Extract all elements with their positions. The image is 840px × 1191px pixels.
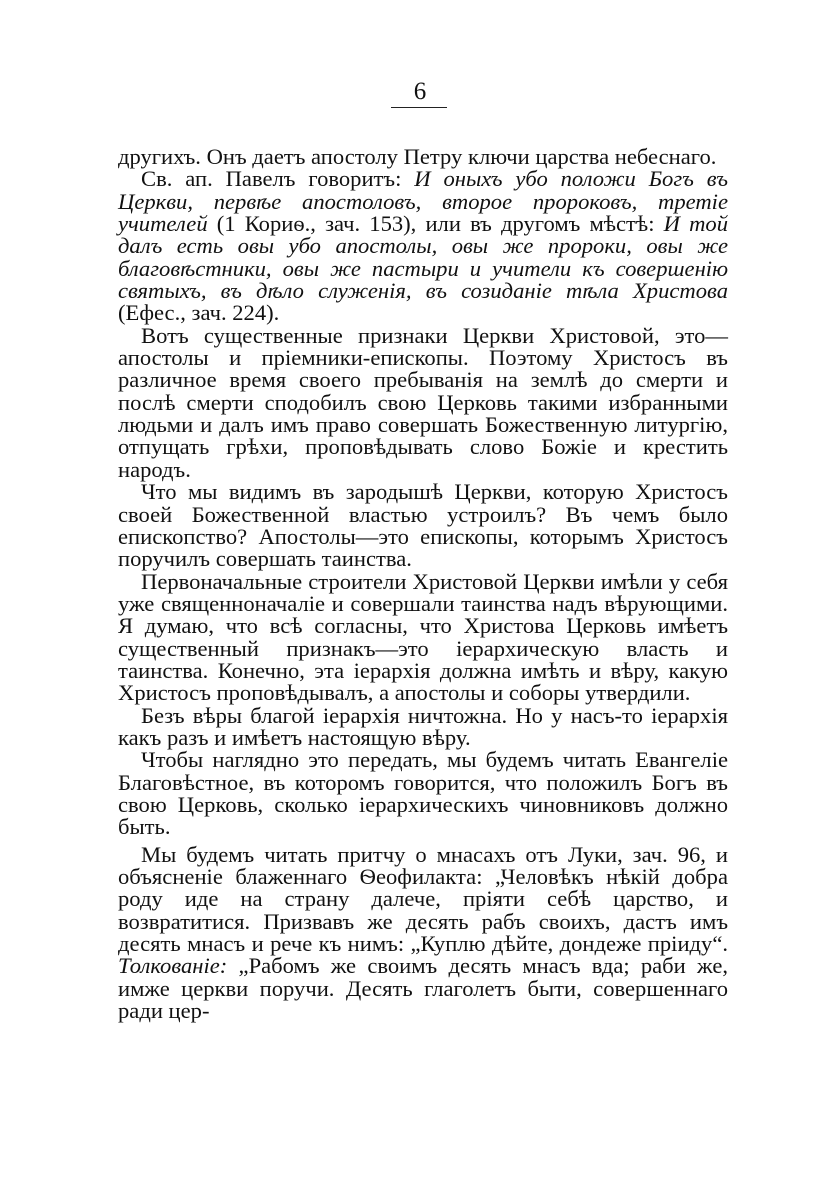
- paragraph-7: Чтобы наглядно это передать, мы будемъ читать Евангеліе Благовѣстное, въ которомъ говорится, что положилъ Богъ въ свою Церковь, сколько іерархическихъ чиновниковъ должно быть.: [118, 747, 728, 840]
- paragraph-6: Безъ вѣры благой іерархія ничтожна. Но у насъ-то іерархія какъ разъ и имѣетъ настоящую вѣру.: [118, 702, 728, 750]
- paragraph-5: Первоначальные строители Христовой Церкви имѣли у себя уже священноначаліе и совершали таинства надъ вѣрующими. Я думаю, что всѣ согласны, что Христова Церковь имѣетъ существенный признакъ—это іерархическую власть и таинства. Конечно, эта іерархія должна имѣть и вѣру, какую Христосъ проповѣдывалъ, а апостолы и соборы утвердили.: [118, 568, 728, 706]
- paragraph-4: Что мы видимъ въ зародышѣ Церкви, которую Христосъ своей Божественной властью устроилъ? Въ чемъ было епископство? Апостолы—это епископы, которымъ Христосъ поручилъ совершать таинства.: [118, 479, 728, 572]
- page-number: 6: [413, 78, 427, 105]
- body-text: [118, 146, 728, 1022]
- commentary-label: Толкованіе:: [118, 953, 228, 979]
- paragraph-2: Св. ап. Павелъ говоритъ: И оныхъ убо положи Богъ въ Церкви, первѣе апостоловъ, второе пророковъ, третіе учителей (1 Кориѳ., зач. 153), или въ другомъ мѣстѣ: И той далъ есть овы убо апостолы, овы же пророки, овы же благовѣстники, овы же пастыри и учители къ совершенію святыхъ, въ дѣло служенія, въ созиданіе тѣла Христова (Ефес., зач. 224).: [118, 166, 728, 326]
- paragraph-3: Вотъ существенные признаки Церкви Христовой, это—апостолы и пріемники-епископы. Поэтому Христосъ въ различное время своего пребыванія на землѣ до смерти и послѣ смерти сподобилъ свою Церковь такими избранными людьми и далъ имъ право совершать Божественную литургію, отпущать грѣхи, проповѣдывать слово Божіе и крестить народъ.: [118, 322, 728, 482]
- paragraph-8: Мы будемъ читать притчу о мнасахъ отъ Луки, зач. 96, и объясненіе блаженнаго Ѳеофилакта: „Человѣкъ нѣкій добра роду иде на страну далече, пріяти себѣ царство, и возвратитися. Призвавъ же десять рабъ своихъ, дастъ имъ десять мнасъ и рече къ нимъ: „Куплю дѣйте, дондеже пріиду“. Толкованіе: „Рабомъ же своимъ десять мнасъ вда; раби же, имже церкви поручи. Десять глаголетъ быти, совершеннаго ради цер-: [118, 841, 728, 1024]
- page-number-rule: [391, 107, 447, 108]
- paragraph-1: другихъ. Онъ даетъ апостолу Петру ключи царства небеснаго.: [118, 144, 717, 169]
- scripture-quote: И оныхъ убо положи Богъ въ Церкви, первѣе апостоловъ, второе пророковъ, третіе учителей: [118, 166, 728, 237]
- scripture-quote: И той далъ есть овы убо апостолы, овы же пророки, овы же благовѣстники, овы же пастыри и учители къ совершенію святыхъ, въ дѣло служенія, въ созиданіе тѣла Христова: [118, 211, 728, 304]
